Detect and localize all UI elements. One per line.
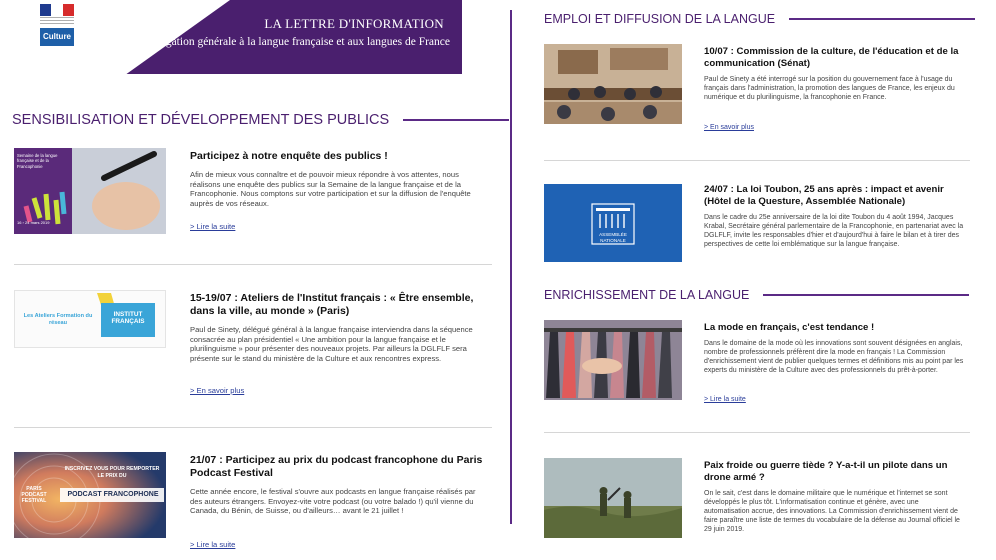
commission-body: Paul de Sinety a été interrogé sur la position du gouvernement face à l'usage du français dans l'administration, la promotion des langues de France, les enjeux du numérique et du plurilinguisme, la francophonie en France. <box>704 76 955 101</box>
section-heading-emploi: EMPLOI ET DIFFUSION DE LA LANGUE <box>544 12 975 26</box>
separator <box>14 264 492 265</box>
banner-subtitle: de la Délégation générale à la langue française et aux langues de France <box>119 36 450 48</box>
institut-francais-logo: INSTITUT FRANÇAIS <box>111 311 145 326</box>
podcast-thumb-big: PODCAST FRANCOPHONE <box>67 491 159 498</box>
column-divider <box>510 10 512 524</box>
drone-title[interactable]: Paix froide ou guerre tiède ? Y-a-t-il un pilote dans un drone armé ? <box>704 460 948 483</box>
section-rule <box>403 119 509 121</box>
mode-body: Dans le domaine de la mode où les innovations sont souvent désignées en anglais, nombre de professionnels préfèrent dire la mode en français ! La Commission d'enrichissement vient de publier quelques termes et définitions mis au point par les experts du ministère de la Culture avec des professionnels du prêt-à-porter. <box>704 340 964 374</box>
ateliers-thumb-label: Les Ateliers Formation du réseau <box>23 313 93 327</box>
republique-francaise-logo <box>40 4 74 26</box>
culture-logo: Culture <box>40 28 74 46</box>
enquete-thumb-date: 16 › 24 mars 2019 <box>17 220 50 225</box>
paris-podcast-festival-logo: PARIS PODCAST FESTIVAL <box>21 486 47 505</box>
enquete-thumb-text: Semaine de la langue française et de la Francophonie <box>17 153 58 169</box>
assemblee-nationale-logo <box>544 184 682 262</box>
ateliers-thumbnail[interactable] <box>14 290 166 348</box>
section-rule <box>789 18 975 20</box>
banner-title: LA LETTRE D'INFORMATION <box>264 16 444 31</box>
separator <box>14 427 492 428</box>
assemblee-thumb-text: ASSEMBLÉE NATIONALE <box>599 232 627 243</box>
drone-thumbnail[interactable] <box>544 458 682 538</box>
clothes-rack-photo <box>544 320 682 400</box>
enquete-title[interactable]: Participez à notre enquête des publics ! <box>190 150 388 162</box>
ateliers-more-link[interactable]: > En savoir plus <box>190 386 245 395</box>
toubon-body: Dans le cadre du 25e anniversaire de la loi dite Toubon du 4 août 1994, Jacques Krabal, Secrétaire général parlementaire de la Francophonie, en partenariat avec la DGLFLF, invite les responsables d'hier et d'aujourd'hui à faire le bilan et à tirer des perspectives de cette loi emblématique sur la langue française. <box>704 214 964 248</box>
ateliers-body: Paul de Sinety, délégué général à la langue française interviendra dans la séquence consacrée au plan présidentiel « Une ambition pour la langue française et le plurilinguisme » pour présenter des nouveaux projets. Par ailleurs la DGLFLF sera présente sur le stand du ministère de la Culture et aux rencontres express. <box>190 325 473 364</box>
section-rule <box>763 294 969 296</box>
commission-title[interactable]: 10/07 : Commission de la culture, de l'éducation et de la communication (Sénat) <box>704 46 959 69</box>
mode-read-more-link[interactable]: > Lire la suite <box>704 396 746 403</box>
toubon-thumbnail[interactable] <box>544 184 682 262</box>
section-heading-sensibilisation: SENSIBILISATION ET DÉVELOPPEMENT DES PUBLICS <box>12 112 509 128</box>
podcast-thumbnail[interactable] <box>14 452 166 538</box>
commission-more-link[interactable]: > En savoir plus <box>704 124 754 131</box>
senate-meeting-photo <box>544 44 682 124</box>
podcast-body: Cette année encore, le festival s'ouvre aux podcasts en langue française réalisés par des auteurs étrangers. Envoyez-vite votre podcast (ou votre balado !) qu'il vienne du Canada, du Bénin, de Suisse, ou d'ailleurs… avant le 21 juillet ! <box>190 487 476 516</box>
section-heading-enrichissement: ENRICHISSEMENT DE LA LANGUE <box>544 288 969 302</box>
soldiers-field-photo <box>544 458 682 538</box>
commission-thumbnail[interactable] <box>544 44 682 124</box>
enquete-read-more-link[interactable]: > Lire la suite <box>190 222 236 231</box>
mode-title[interactable]: La mode en français, c'est tendance ! <box>704 322 875 333</box>
podcast-thumb-top: INSCRIVEZ VOUS POUR REMPORTER LE PRIX DU <box>64 466 160 479</box>
enquete-thumbnail[interactable] <box>14 148 166 234</box>
separator <box>544 160 970 161</box>
ateliers-title[interactable]: 15-19/07 : Ateliers de l'Institut français : « Être ensemble, dans la ville, au monde » (Paris) <box>190 292 474 317</box>
toubon-title[interactable]: 24/07 : La loi Toubon, 25 ans après : impact et avenir (Hôtel de la Questure, Assemblée Nationale) <box>704 184 944 207</box>
separator <box>544 432 970 433</box>
podcast-read-more-link[interactable]: > Lire la suite <box>190 540 236 549</box>
podcast-title[interactable]: 21/07 : Participez au prix du podcast francophone du Paris Podcast Festival <box>190 454 483 479</box>
newsletter-banner <box>0 0 462 74</box>
enquete-body: Afin de mieux vous connaître et de pouvoir mieux répondre à vos attentes, nous réalisons une enquête des publics sur la Semaine de la langue française et de la Francophonie. Nous comptons sur votre participation et sur la diffusion de l'enquête auprès de vos réseaux. <box>190 170 471 209</box>
mode-thumbnail[interactable] <box>544 320 682 400</box>
drone-body: On le sait, c'est dans le domaine militaire que le numérique et l'internet se sont développés le plus tôt. L'informatisation continue et génère, avec une automatisation accrue, des innovations. La Commission d'enrichissement vient de faire paraître une liste de termes du vocabulaire de la défense au Journal officiel le 29 juin 2019. <box>704 490 960 533</box>
